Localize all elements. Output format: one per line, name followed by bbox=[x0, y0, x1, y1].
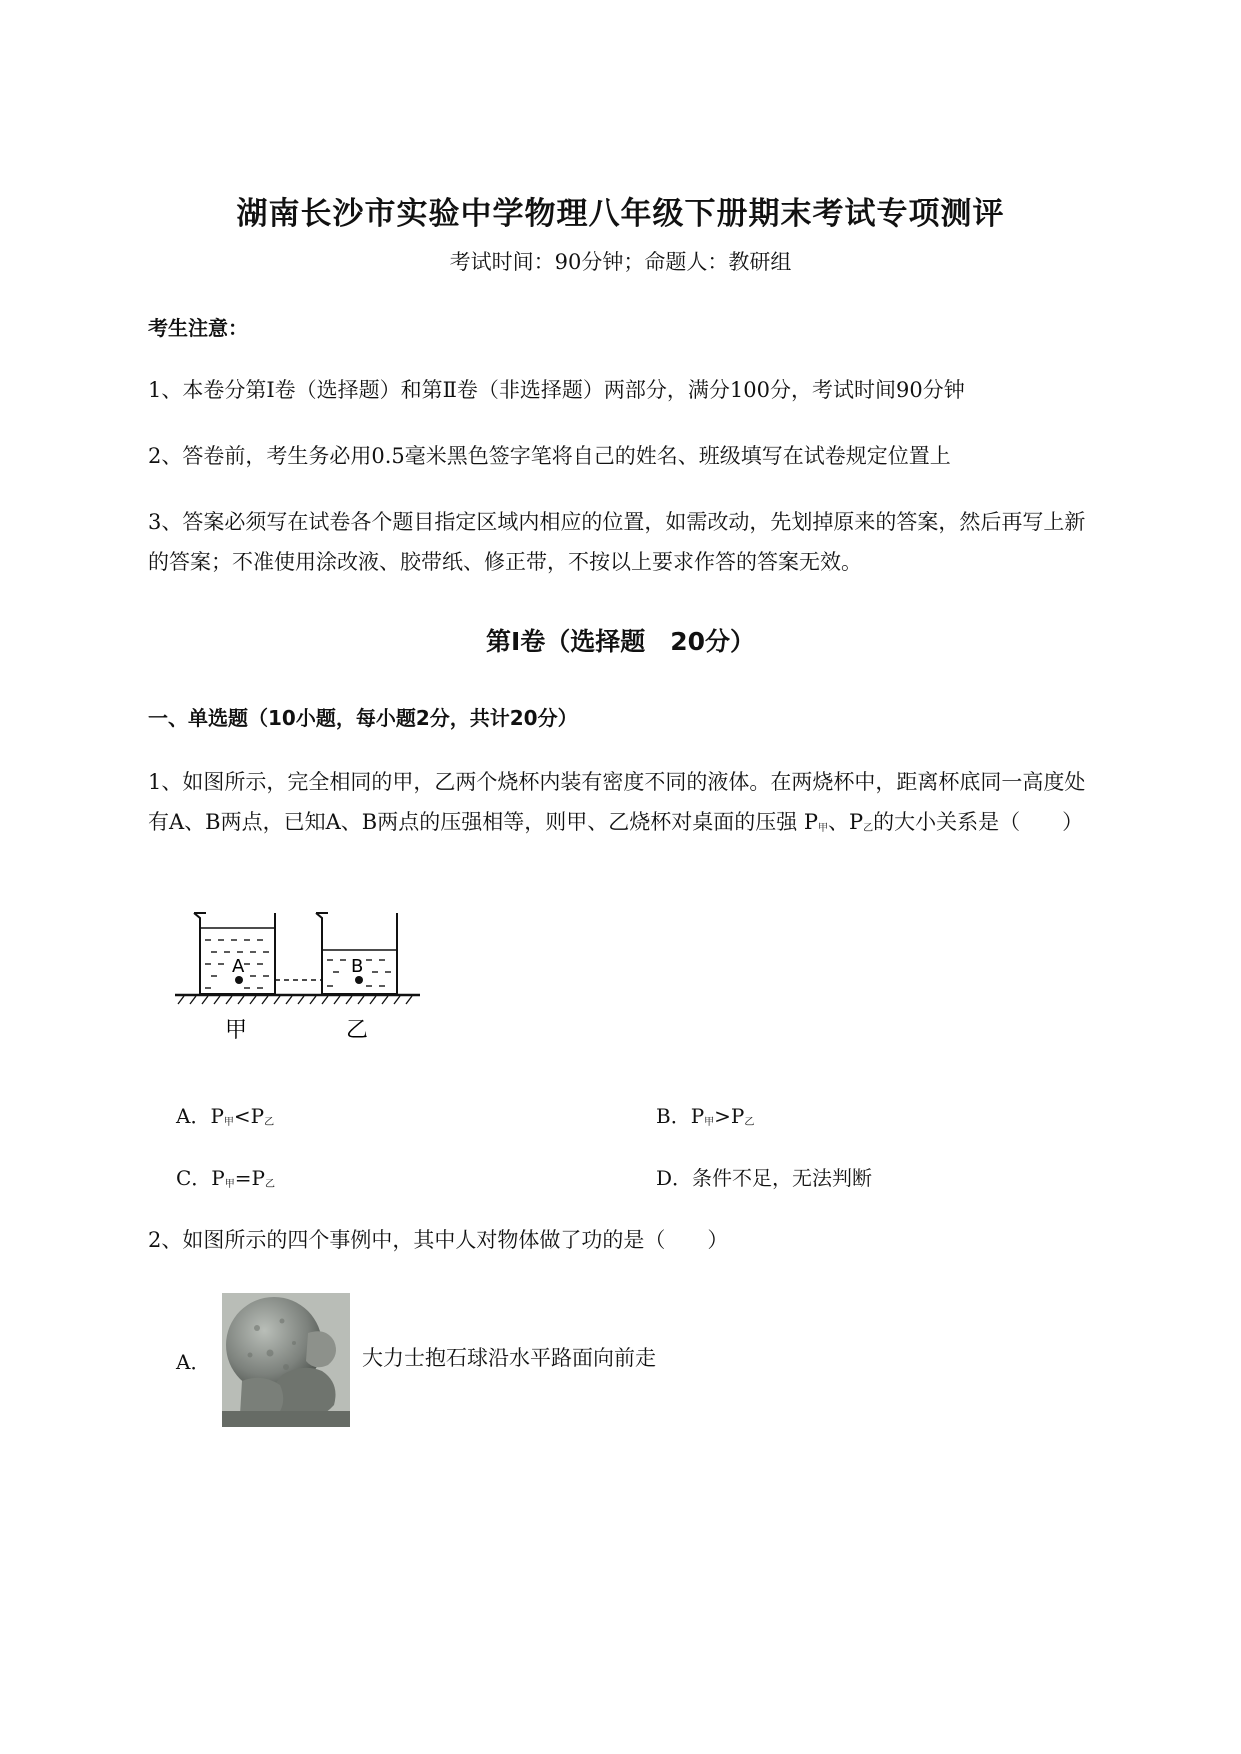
beakers-figure bbox=[170, 900, 430, 1050]
page-title: 湖南长沙市实验中学物理八年级下册期末考试专项测评 bbox=[236, 196, 1005, 232]
question-1-text-a: 有A、B两点，已知A、B两点的压强相等，则甲、乙烧杯对桌面的压强 P bbox=[148, 810, 818, 834]
q2-option-a-label[interactable]: A． bbox=[176, 1350, 211, 1374]
notice-item-3: 3、答案必须写在试卷各个题目指定区域内相应的位置，如需改动，先划掉原来的答案，然后再写上新 bbox=[148, 510, 1086, 534]
point-b-dot bbox=[355, 976, 363, 984]
question-1-line-1: 1、如图所示，完全相同的甲，乙两个烧杯内装有密度不同的液体。在两烧杯中，距离杯底同一高度处 bbox=[148, 770, 1086, 794]
subscript-yi: 乙 bbox=[863, 823, 874, 834]
table-hatching bbox=[178, 996, 412, 1004]
option-b-sub2: 乙 bbox=[744, 1117, 755, 1128]
option-c-prefix: C．P bbox=[176, 1166, 225, 1190]
option-a-mid: <P bbox=[233, 1104, 265, 1128]
notice-item-2: 2、答卷前，考生务必用0.5毫米黑色签字笔将自己的姓名、班级填写在试卷规定位置上 bbox=[148, 444, 951, 468]
strongman-stone-ball-photo bbox=[222, 1293, 350, 1427]
beaker-yi bbox=[316, 913, 397, 994]
q2-option-a-text: 大力士抱石球沿水平路面向前走 bbox=[362, 1346, 656, 1370]
label-yi: 乙 bbox=[346, 1018, 369, 1043]
label-jia: 甲 bbox=[225, 1018, 248, 1043]
option-b-prefix: B．P bbox=[656, 1104, 705, 1128]
option-d[interactable]: D．条件不足，无法判断 bbox=[656, 1166, 873, 1190]
section-title: 第I卷（选择题 20分） bbox=[485, 627, 756, 656]
option-a-sub2: 乙 bbox=[264, 1117, 275, 1128]
option-a[interactable] bbox=[176, 1100, 274, 1129]
option-b[interactable] bbox=[656, 1100, 754, 1129]
point-a-dot bbox=[235, 976, 243, 984]
point-b-label: B bbox=[351, 956, 364, 977]
question-1-line-2 bbox=[148, 800, 1158, 851]
option-c-sub2: 乙 bbox=[264, 1179, 275, 1190]
section-subtitle: 一、单选题（10小题，每小题2分，共计20分） bbox=[148, 706, 578, 730]
option-b-sub1: 甲 bbox=[704, 1117, 715, 1128]
option-a-sub1: 甲 bbox=[223, 1117, 234, 1128]
question-1-text-b: 、P bbox=[828, 810, 864, 834]
option-c-sub1: 甲 bbox=[224, 1179, 235, 1190]
notice-item-1: 1、本卷分第I卷（选择题）和第Ⅱ卷（非选择题）两部分，满分100分，考试时间90分钟 bbox=[148, 378, 965, 402]
point-a-label: A bbox=[232, 956, 245, 977]
question-2-stem: 2、如图所示的四个事例中，其中人对物体做了功的是（ ） bbox=[148, 1228, 729, 1252]
option-b-mid: >P bbox=[714, 1104, 745, 1128]
notice-item-3-cont: 的答案；不准使用涂改液、胶带纸、修正带，不按以上要求作答的答案无效。 bbox=[148, 550, 862, 574]
option-c[interactable] bbox=[176, 1162, 275, 1191]
subscript-jia: 甲 bbox=[818, 823, 828, 834]
option-a-prefix: A．P bbox=[176, 1104, 224, 1128]
question-1-text-c: 的大小关系是（ ） bbox=[873, 810, 1084, 834]
notice-heading: 考生注意： bbox=[148, 316, 248, 340]
beaker-jia bbox=[194, 913, 275, 994]
exam-info: 考试时间：90分钟；命题人：教研组 bbox=[449, 250, 792, 274]
option-c-mid: =P bbox=[234, 1166, 265, 1190]
